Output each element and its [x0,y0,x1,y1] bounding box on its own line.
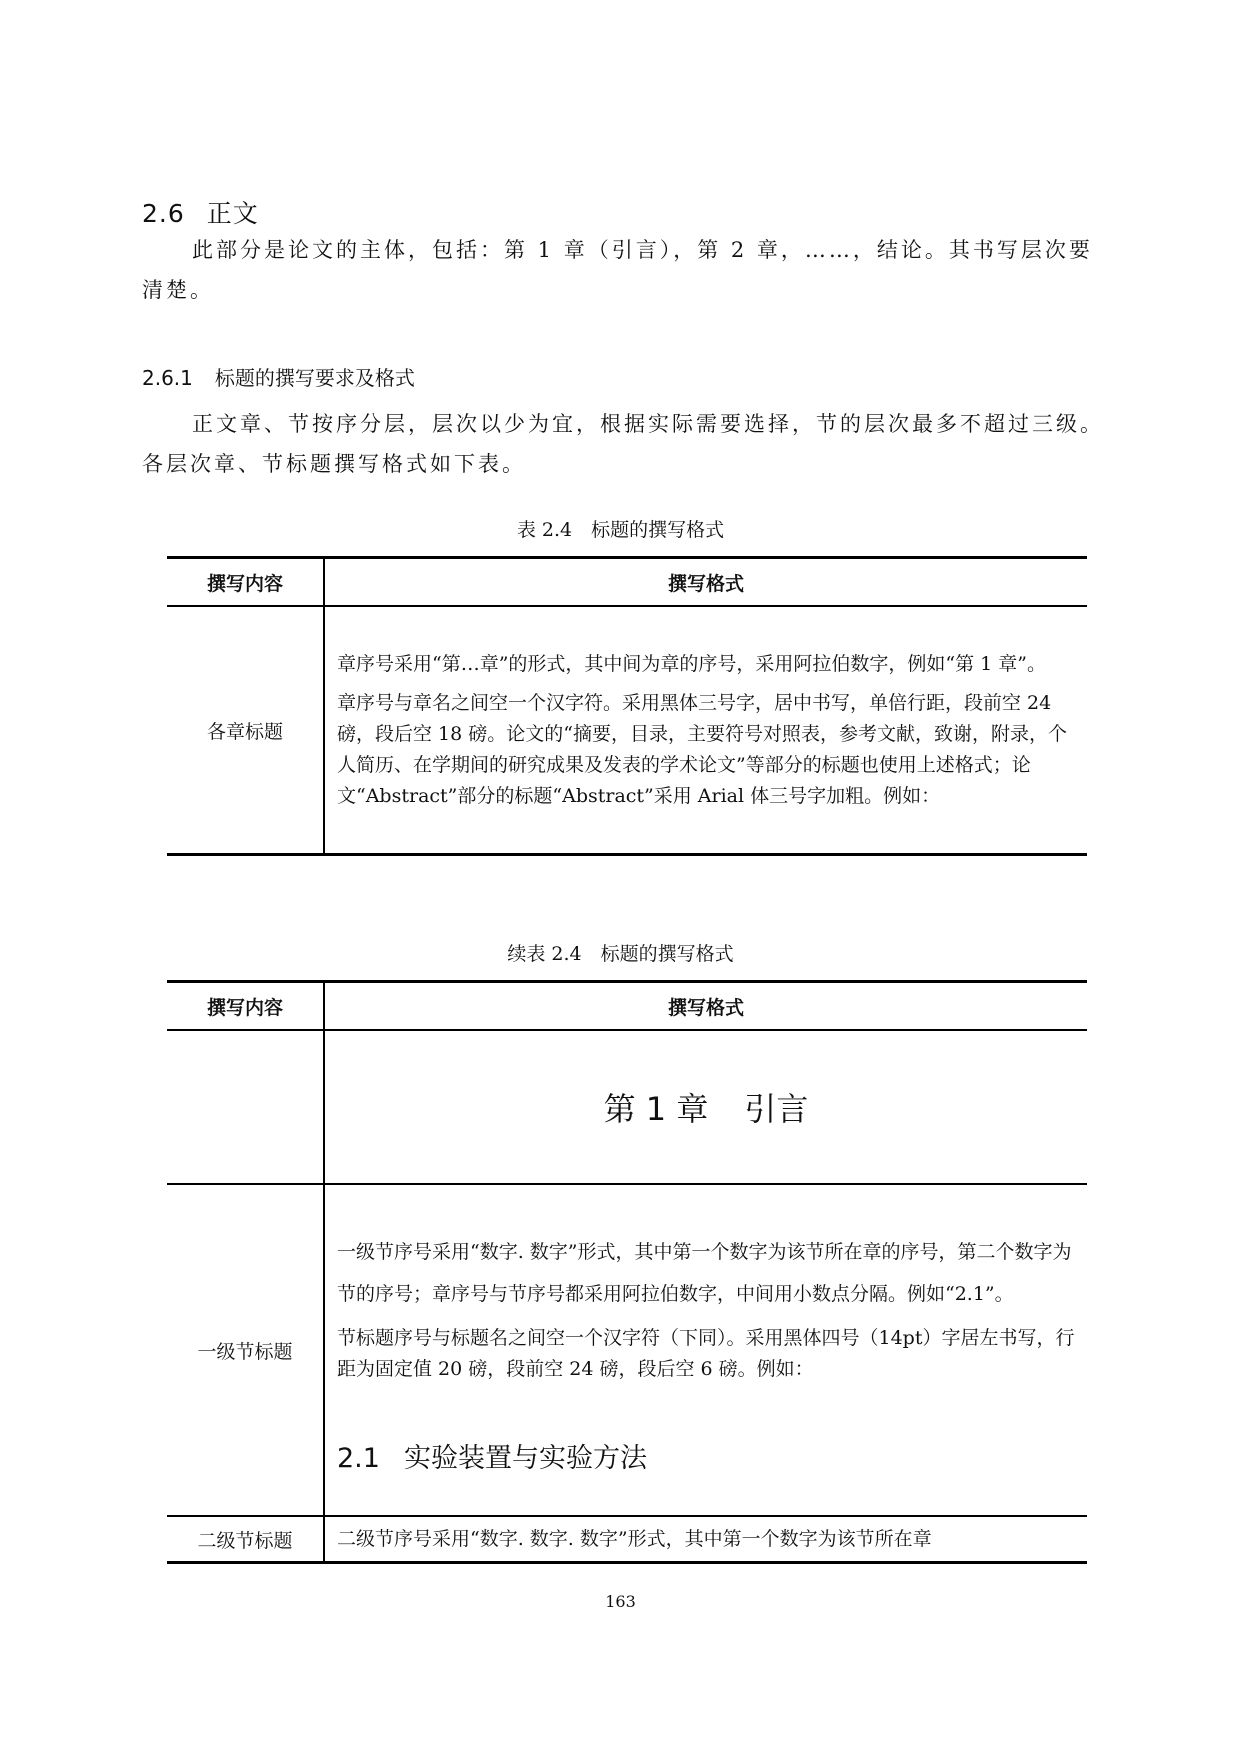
row-label: 一级节标题 [167,1184,324,1516]
header-format: 撰写格式 [324,558,1087,607]
example-section-heading [337,1443,1075,1474]
header-content: 撰写内容 [167,982,324,1031]
subsection-heading [142,362,415,391]
row-paragraph: 节标题序号与标题名之间空一个汉字符（下同）。采用黑体四号（14pt）字居左书写，行距为固定值 20 磅，段前空 24 磅，段后空 6 磅。例如： [337,1326,1075,1380]
table-row [167,1516,1087,1563]
section-intro: 此部分是论文的主体，包括：第 1 章（引言），第 2 章，……，结论。其书写层次要清楚。 [142,238,1093,302]
subsection-intro: 正文章、节按序分层，层次以少为宜，根据实际需要选择，节的层次最多不超过三级。各层次章、节标题撰写格式如下表。 [142,412,1104,476]
table1-caption: 表 2.4 标题的撰写格式 [516,519,725,541]
table-header-row [167,982,1087,1031]
table-header-row [167,558,1087,607]
table-row [167,1184,1087,1516]
table-row [167,606,1087,855]
subsection-title: 标题的撰写要求及格式 [214,366,415,390]
header-format: 撰写格式 [324,982,1087,1031]
section-title: 正文 [206,199,259,228]
row-label: 各章标题 [167,606,324,855]
example-chapter-heading [325,1084,1087,1130]
page-number: 163 [605,1592,636,1611]
row-label: 二级节标题 [167,1516,324,1563]
section-heading [142,194,259,230]
subsection-number: 2.6.1 [142,366,193,390]
table1 [167,556,1087,856]
row-paragraph: 章序号与章名之间空一个汉字符。采用黑体三号字，居中书写，单倍行距，段前空 24 磅，段后空 18 磅。论文的“摘要，目录，主要符号对照表，参考文献，致谢，附录，个人简历、在学期间的研究成果及发表的学术论文”等部分的标题也使用上述格式；论文“Abstract”部分的标题“Abstract”采用 Arial 体三号字加粗。例如： [337,691,1067,807]
table2 [167,980,1087,1564]
section-number: 2.6 [142,199,185,228]
example-section-title: 实验装置与实验方法 [403,1442,647,1474]
table-row [167,1030,1087,1184]
row-paragraph: 一级节序号采用“数字. 数字”形式，其中第一个数字为该节所在章的序号，第二个数字为节的序号；章序号与节序号都采用阿拉伯数字，中间用小数点分隔。例如“2.1”。 [337,1240,1072,1305]
row-paragraph: 二级节序号采用“数字. 数字. 数字”形式，其中第一个数字为该节所在章 [337,1527,932,1550]
table2-caption: 续表 2.4 标题的撰写格式 [507,943,734,965]
header-content: 撰写内容 [167,558,324,607]
example-chapter-number: 第 1 章 [603,1090,709,1128]
row-paragraph: 章序号采用“第…章”的形式，其中间为章的序号，采用阿拉伯数字，例如“第 1 章”。 [337,652,1047,675]
example-chapter-title: 引言 [744,1090,809,1128]
example-section-number: 2.1 [337,1442,380,1474]
